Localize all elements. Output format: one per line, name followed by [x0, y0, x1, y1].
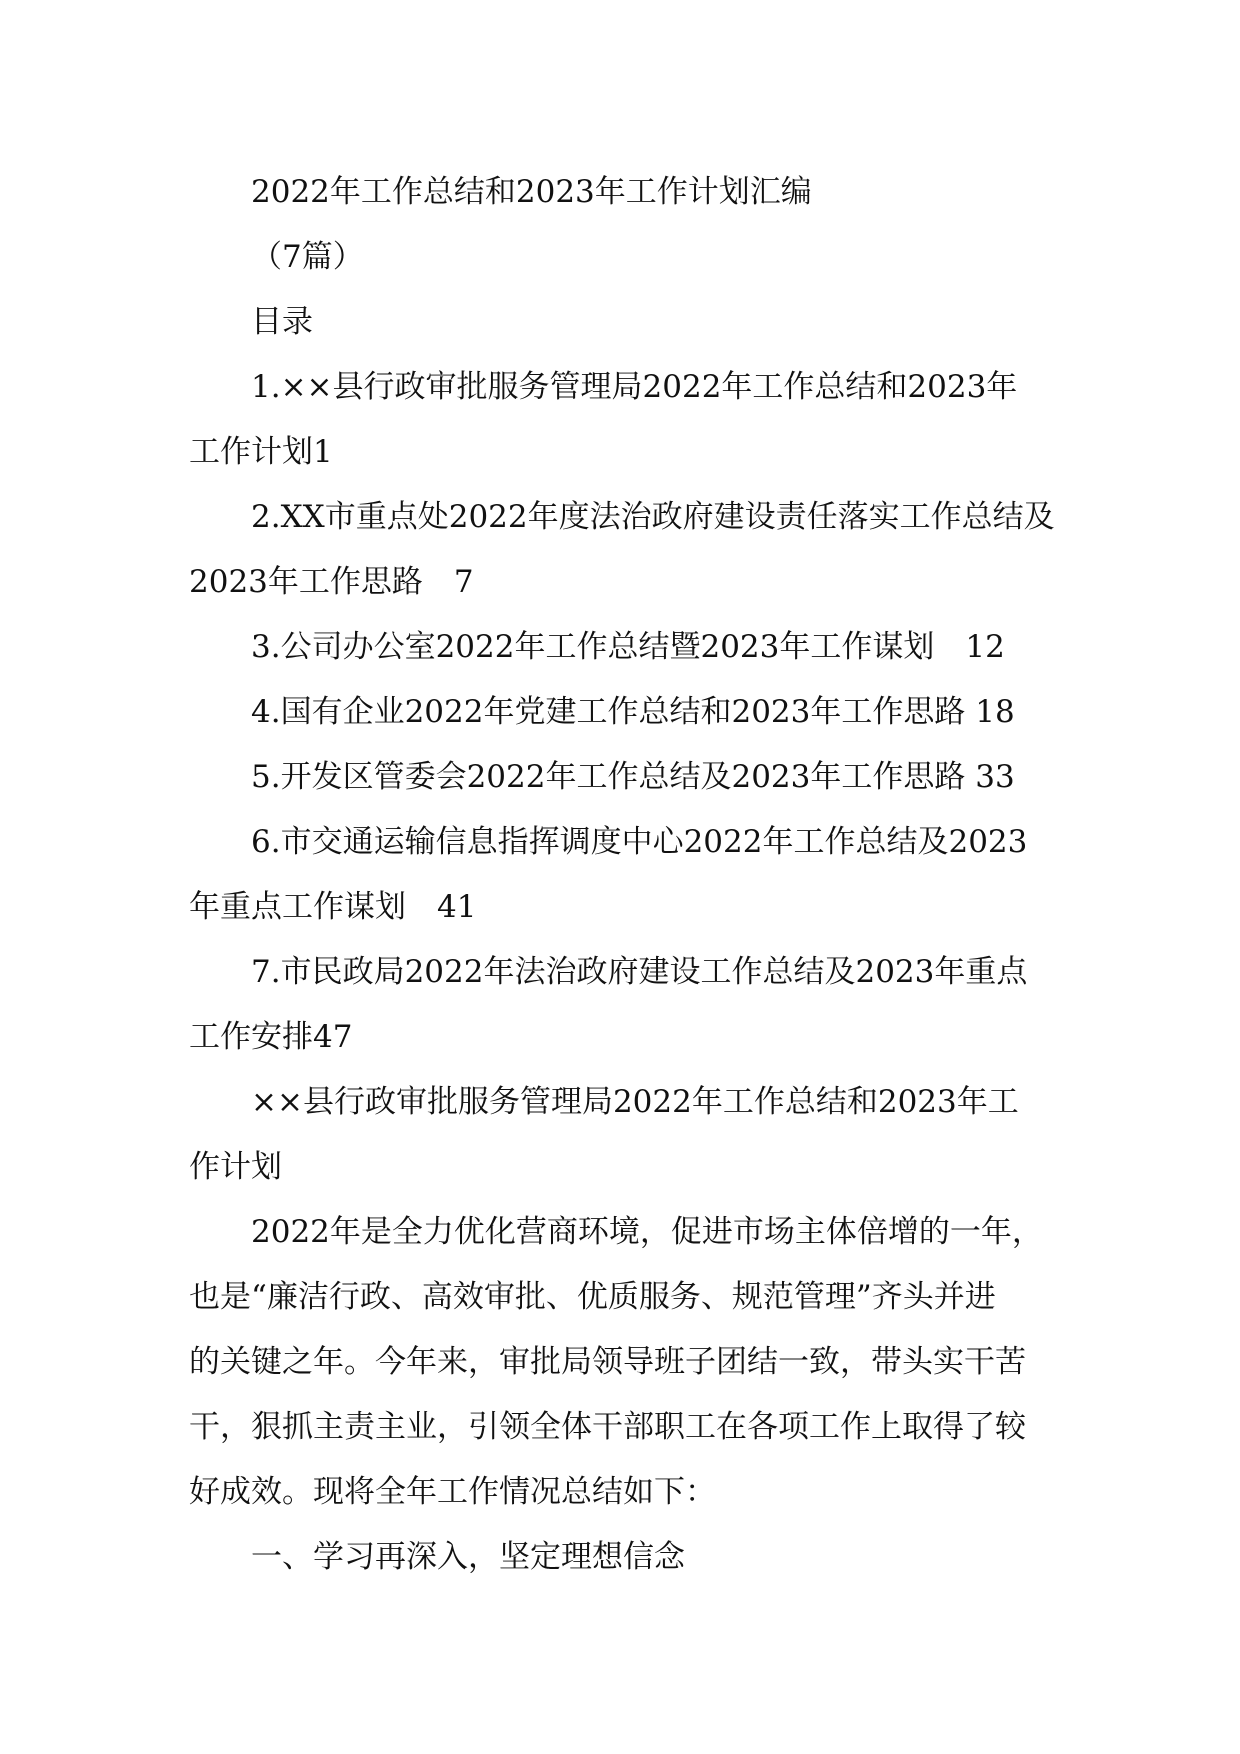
paragraph-line: 也是“廉洁行政、高效审批、优质服务、规范管理”齐头并进: [189, 1279, 996, 1315]
toc-item-7[interactable]: [189, 940, 1059, 1070]
toc-item-2[interactable]: [189, 485, 1059, 615]
document-title: 2022年工作总结和2023年工作计划汇编: [251, 174, 812, 210]
section-title-line: ××县行政审批服务管理局2022年工作总结和2023年工: [251, 1084, 1019, 1120]
table-of-contents: [189, 355, 1059, 1070]
document-subtitle: （7篇）: [251, 239, 364, 275]
intro-paragraph: [189, 1200, 1059, 1525]
paragraph-line: 好成效。现将全年工作情况总结如下：: [189, 1474, 716, 1510]
toc-item-line: 7.市民政局2022年法治政府建设工作总结及2023年重点: [251, 954, 1028, 990]
toc-item-4[interactable]: [189, 680, 1059, 745]
section-title: [189, 1070, 1059, 1200]
section-heading-1: 一、学习再深入，坚定理想信念: [251, 1539, 685, 1575]
toc-item-3[interactable]: [189, 615, 1059, 680]
toc-item-line: 5.开发区管委会2022年工作总结及2023年工作思路 33: [251, 759, 1015, 795]
paragraph-line: 的关键之年。今年来，审批局领导班子团结一致，带头实干苦: [189, 1344, 1026, 1380]
toc-item-line: 工作计划1: [189, 434, 333, 470]
toc-item-1[interactable]: [189, 355, 1059, 485]
toc-item-5[interactable]: [189, 745, 1059, 810]
toc-item-line: 3.公司办公室2022年工作总结暨2023年工作谋划 12: [251, 629, 1005, 665]
section-title-line: 作计划: [189, 1149, 282, 1185]
toc-item-line: 年重点工作谋划 41: [189, 889, 477, 925]
document-body: [189, 160, 1059, 1590]
paragraph-line: 干，狠抓主责主业，引领全体干部职工在各项工作上取得了较: [189, 1409, 1026, 1445]
toc-item-line: 1.××县行政审批服务管理局2022年工作总结和2023年: [251, 369, 1018, 405]
toc-item-line: 2.XX市重点处2022年度法治政府建设责任落实工作总结及: [251, 499, 1055, 535]
toc-item-line: 6.市交通运输信息指挥调度中心2022年工作总结及2023: [251, 824, 1028, 860]
toc-item-line: 2023年工作思路 7: [189, 564, 474, 600]
toc-heading: 目录: [251, 304, 313, 340]
toc-item-line: 4.国有企业2022年党建工作总结和2023年工作思路 18: [251, 694, 1015, 730]
paragraph-line: 2022年是全力优化营商环境，促进市场主体倍增的一年，: [251, 1214, 1043, 1250]
toc-item-line: 工作安排47: [189, 1019, 353, 1055]
toc-item-6[interactable]: [189, 810, 1059, 940]
